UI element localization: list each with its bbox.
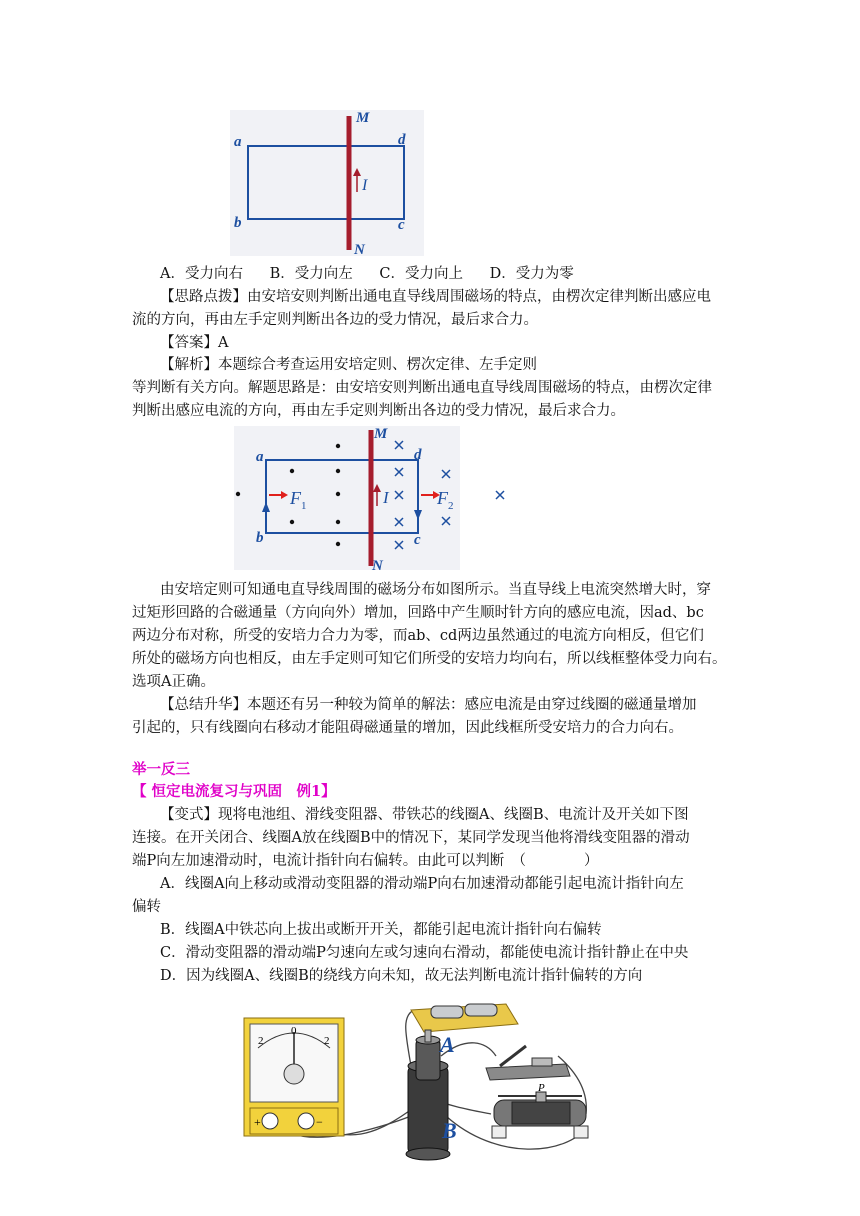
figure-2-label-M: M xyxy=(374,426,388,442)
explain-line-3: 两边分布对称，所受的安培力合力为零，而ab、cd两边虽然通过的电流方向相反，但它们 xyxy=(132,628,704,644)
option-c: C．受力向上 xyxy=(379,266,463,282)
figure-3-battery-tray xyxy=(411,1004,518,1032)
figure-1-label-M: M xyxy=(356,110,370,126)
analysis-line-2: 等判断有关方向。解题思路是：由安培安则判断出通电直导线周围磁场的特点，由楞次定律 xyxy=(132,380,712,396)
figure-3-rheostat xyxy=(492,1092,588,1138)
figure-2-label-F2: F xyxy=(437,488,448,508)
explain-line-4: 所处的磁场方向也相反，由左手定则可知它们所受的安培力均向右，所以线框整体受力向右。 xyxy=(132,651,727,667)
figure-3-scale-right: 2 xyxy=(324,1035,330,1047)
option-a: A．受力向右 xyxy=(160,266,243,282)
section-link[interactable]: 【 恒定电流复习与巩固 例1】 xyxy=(132,783,336,800)
figure-3-battery-2 xyxy=(465,1004,497,1016)
summary-line-1: 【总结升华】本题还有另一种较为简单的解法：感应电流是由穿过线圈的磁通量增加 xyxy=(160,697,697,713)
explain-line-1: 由安培定则可知通电直导线周围的磁场分布如图所示。当直导线上电流突然增大时，穿 xyxy=(160,582,711,598)
figure-1-background xyxy=(230,110,424,256)
figure-2-label-F1: F xyxy=(290,488,301,508)
figure-3-label-P: P xyxy=(538,1082,545,1094)
figure-2-label-N: N xyxy=(372,558,383,572)
figure-2-label-c: c xyxy=(414,532,421,548)
option-d: D．受力为零 xyxy=(489,266,574,282)
figure-3-terminal-plus: + xyxy=(254,1115,261,1129)
figure-3-coil-a xyxy=(416,1030,440,1080)
hint-line-1: 【思路点拨】由安培安则判断出通电直导线周围磁场的特点，由楞次定律判断出感应电 xyxy=(160,289,711,305)
variant-option-a-line-2: 偏转 xyxy=(132,899,161,915)
summary-line-2: 引起的，只有线圈向右移动才能阻碍磁通量的增加，因此线框所受安培力的合力向右。 xyxy=(132,720,683,736)
question-options xyxy=(160,264,574,284)
figure-2-label-d: d xyxy=(414,447,422,463)
hint-line-2: 流的方向，再由左手定则判断出各边的受力情况，最后求合力。 xyxy=(132,312,538,328)
figure-2-background xyxy=(234,426,460,570)
explain-line-5: 选项A正确。 xyxy=(132,674,215,690)
figure-2-label-b: b xyxy=(256,530,264,546)
figure-3-label-B: B xyxy=(442,1118,457,1143)
analysis-line-3: 判断出感应电流的方向，再由左手定则判断出各边的受力情况，最后求合力。 xyxy=(132,403,625,419)
figure-1-label-d: d xyxy=(398,132,406,148)
analysis-line-1: 【解析】本题综合考查运用安培定则、楞次定律、左手定则 xyxy=(160,357,537,373)
figure-2-label-a: a xyxy=(256,449,264,465)
variant-option-a-line-1: A．线圈A向上移动或滑动变阻器的滑动端P向右加速滑动都能引起电流计指针向左 xyxy=(160,876,684,892)
figure-1-label-b: b xyxy=(234,215,242,231)
figure-1-label-a: a xyxy=(234,134,242,150)
variant-option-c: C．滑动变阻器的滑动端P匀速向左或匀速向右滑动，都能使电流计指针静止在中央 xyxy=(160,945,689,961)
figure-3-scale-left: 2 xyxy=(258,1035,264,1047)
figure-1-label-N: N xyxy=(354,242,365,258)
figure-3-battery-1 xyxy=(431,1006,463,1018)
figure-3-apparatus xyxy=(236,996,606,1164)
explain-line-2: 过矩形回路的合磁通量（方向向外）增加，回路中产生顺时针方向的感应电流，因ad、bc xyxy=(132,605,704,621)
figure-2-label-F2-sub: 2 xyxy=(448,500,454,512)
variant-option-d: D．因为线圈A、线圈B的绕线方向未知，故无法判断电流计指针偏转的方向 xyxy=(160,968,643,984)
figure-2-label-I: I xyxy=(383,488,389,507)
figure-2-label-F1-sub: 1 xyxy=(301,500,307,512)
figure-3-label-A: A xyxy=(440,1032,455,1057)
figure-3-switch xyxy=(486,1046,570,1080)
variant-line-3: 端P向左加速滑动时，电流计指针向右偏转。由此可以判断 （ ） xyxy=(132,853,599,869)
figure-3-scale-zero: 0 xyxy=(291,1025,297,1037)
figure-1-label-I: I xyxy=(362,177,368,194)
answer: 【答案】A xyxy=(160,335,229,351)
option-b: B．受力向左 xyxy=(269,266,353,282)
variant-option-b: B．线圈A中铁芯向上拔出或断开开关，都能引起电流计指针向右偏转 xyxy=(160,922,602,938)
variant-line-2: 连接。在开关闭合、线圈A放在线圈B中的情况下，某同学发现当他将滑线变阻器的滑动 xyxy=(132,830,690,846)
figure-3-terminal-minus: − xyxy=(316,1115,323,1129)
figure-2-field-and-forces xyxy=(226,424,516,572)
variant-line-1: 【变式】现将电池组、滑线变阻器、带铁芯的线圈A、线圈B、电流计及开关如下图 xyxy=(160,807,689,823)
figure-1-wire-and-loop xyxy=(228,108,428,258)
section-title: 举一反三 xyxy=(132,761,190,778)
figure-1-label-c: c xyxy=(398,217,405,233)
